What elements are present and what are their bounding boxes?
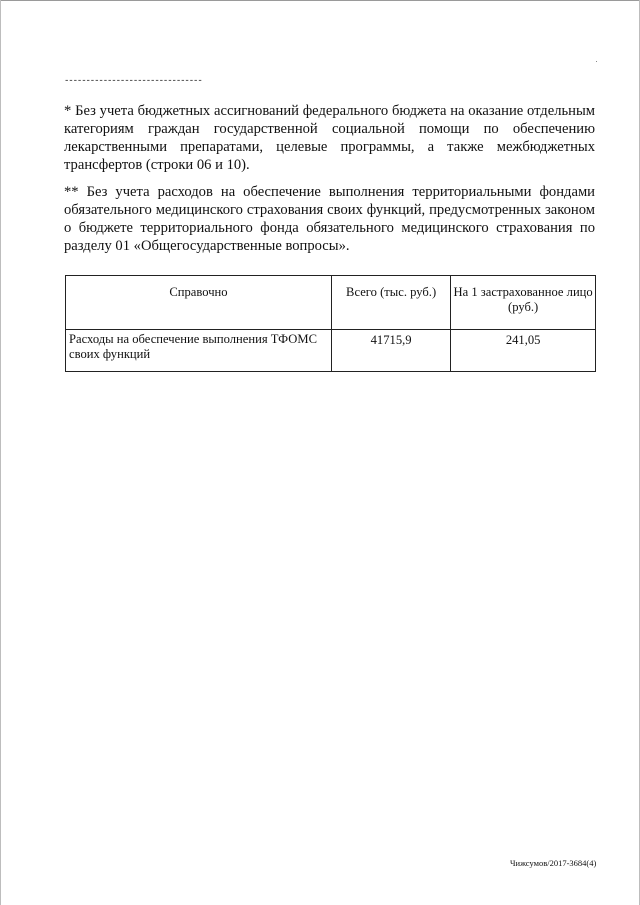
- header-cell-total: Всего (тыс. руб.): [331, 276, 450, 330]
- footnote-separator: --------------------------------: [64, 76, 202, 86]
- scan-speck: [596, 61, 597, 62]
- header-cell-per-insured: На 1 застрахованное лицо (руб.): [451, 276, 596, 330]
- reference-table: [65, 275, 596, 372]
- table-row: [66, 330, 596, 372]
- row-label-cell: Расходы на обеспечение выполнения ТФОМС своих функций: [66, 330, 332, 372]
- page-edge-left: [0, 0, 1, 905]
- table-header-row: [66, 276, 596, 330]
- footnote-single-asterisk: * Без учета бюджетных ассигнований федерального бюджета на оказание отдельным категориям граждан государственной социальной помощи по обеспечению лекарственными препаратами, целевые программы, а также межбюджетных трансфертов (строки 06 и 10).: [64, 103, 595, 173]
- footnote-double-asterisk: ** Без учета расходов на обеспечение выполнения территориальными фондами обязательного медицинского страхования своих функций, предусмотренных законом о бюджете территориального фонда обязательного медицинского страхования по разделу 01 «Общегосударственные вопросы».: [64, 184, 595, 254]
- header-cell-reference: Справочно: [66, 276, 332, 330]
- row-total-cell: 41715,9: [331, 330, 450, 372]
- page-edge-top: [0, 0, 640, 1]
- document-reference-code: Чижсумов/2017-3684(4): [510, 858, 597, 868]
- row-per-insured-cell: 241,05: [451, 330, 596, 372]
